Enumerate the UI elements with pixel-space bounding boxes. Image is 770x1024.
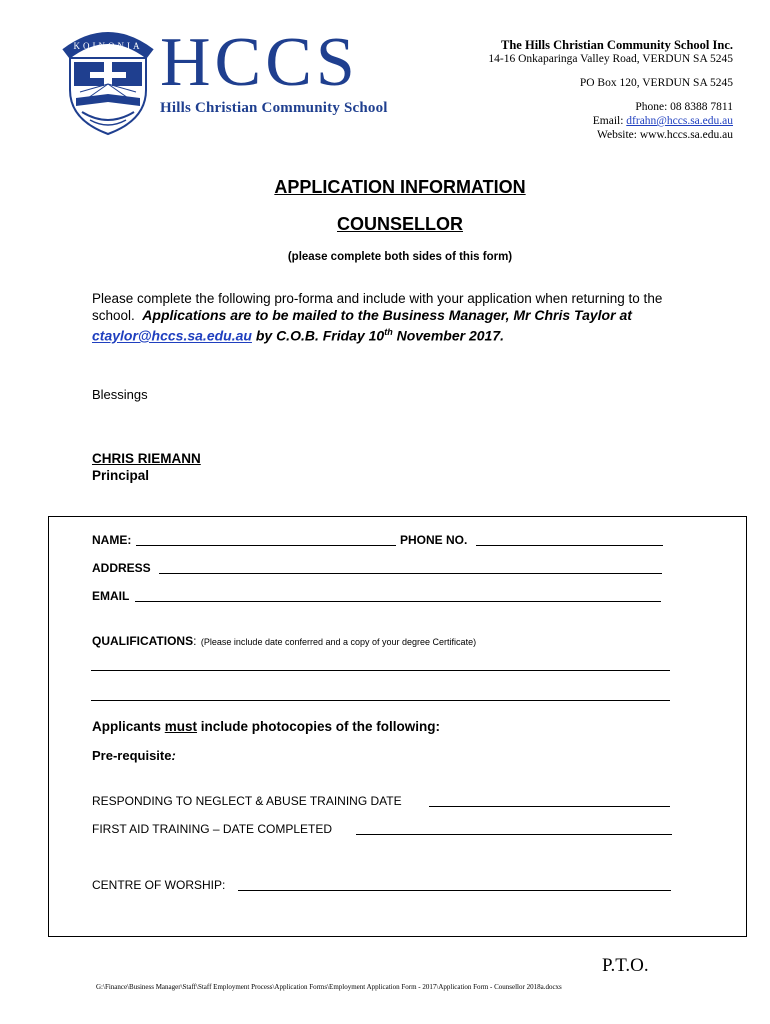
phone-number: Phone: 08 8388 7811	[635, 101, 733, 113]
first-aid-date-field[interactable]	[356, 834, 672, 835]
page-title: APPLICATION INFORMATION	[274, 177, 526, 197]
email-label: EMAIL	[92, 589, 130, 603]
qualifications-hint: (Please include date conferred and a copy of your degree Certificate)	[200, 637, 477, 647]
form-note: (please complete both sides of this form)	[287, 251, 513, 263]
file-path-footer: G:\Finance\Business Manager\Staff\Staff Employment Process\Application Forms\Employment Application Form - 2017\Application Form - Counsellor 2018a.docxs	[96, 983, 562, 991]
street-address: 14-16 Onkaparinga Valley Road, VERDUN SA 5245	[488, 53, 733, 65]
worship-label: CENTRE OF WORSHIP:	[92, 878, 226, 892]
closing-blessings: Blessings	[92, 387, 148, 402]
address-field[interactable]	[159, 573, 662, 574]
neglect-training-label: RESPONDING TO NEGLECT & ABUSE TRAINING DATE	[92, 794, 402, 808]
worship-field[interactable]	[238, 890, 671, 891]
address-label: ADDRESS	[92, 561, 151, 575]
application-email-link[interactable]: ctaylor@hccs.sa.edu.au	[92, 327, 252, 344]
school-address-block	[488, 38, 733, 142]
org-name: The Hills Christian Community School Inc.	[501, 38, 733, 52]
deadline-text-end: November 2017.	[392, 327, 505, 344]
neglect-training-date-field[interactable]	[429, 806, 670, 807]
signer-name: CHRIS RIEMANN	[92, 451, 201, 466]
logo-letters: HCCS	[160, 24, 359, 101]
school-logo	[160, 24, 388, 117]
signer-role: Principal	[92, 468, 150, 483]
instructions-paragraph	[92, 290, 712, 345]
po-box: PO Box 120, VERDUN SA 5245	[579, 77, 733, 89]
phone-label: PHONE NO.	[400, 533, 468, 547]
qualifications-colon: :	[193, 634, 197, 648]
deadline-ordinal: th	[384, 327, 393, 337]
please-turn-over: P.T.O.	[602, 955, 649, 976]
qualifications-heading	[92, 632, 476, 650]
first-aid-label: FIRST AID TRAINING – DATE COMPLETED	[92, 822, 333, 836]
photocopies-heading: Applicants must include photocopies of the following:	[92, 719, 441, 734]
website: Website: www.hccs.sa.edu.au	[597, 129, 733, 141]
mailing-instruction: Applications are to be mailed to the Business Manager, Mr Chris Taylor at	[142, 307, 632, 323]
logo-school-name: Hills Christian Community School	[160, 100, 388, 116]
name-field[interactable]	[136, 545, 396, 546]
must-emphasis: must	[164, 719, 198, 734]
deadline-text: by C.O.B. Friday 10	[251, 327, 385, 344]
school-email-link[interactable]: dfrahn@hccs.sa.edu.au	[626, 115, 733, 127]
qualifications-field-1[interactable]	[91, 670, 670, 671]
phone-field[interactable]	[476, 545, 663, 546]
qualifications-field-2[interactable]	[91, 700, 670, 701]
email-field[interactable]	[135, 601, 661, 602]
signature-block	[92, 450, 201, 484]
prerequisite-heading: Pre-requisite:	[92, 748, 176, 763]
school-crest	[60, 28, 156, 138]
instructions-text: Please complete the following pro-forma and include with your application when returning to the school.	[92, 291, 663, 323]
position-title: COUNSELLOR	[337, 214, 463, 234]
name-label: NAME:	[92, 533, 132, 547]
qualifications-label: QUALIFICATIONS	[92, 634, 194, 648]
email-line: Email: dfrahn@hccs.sa.edu.au	[592, 115, 733, 127]
crest-word: KOINONIA	[73, 41, 143, 51]
